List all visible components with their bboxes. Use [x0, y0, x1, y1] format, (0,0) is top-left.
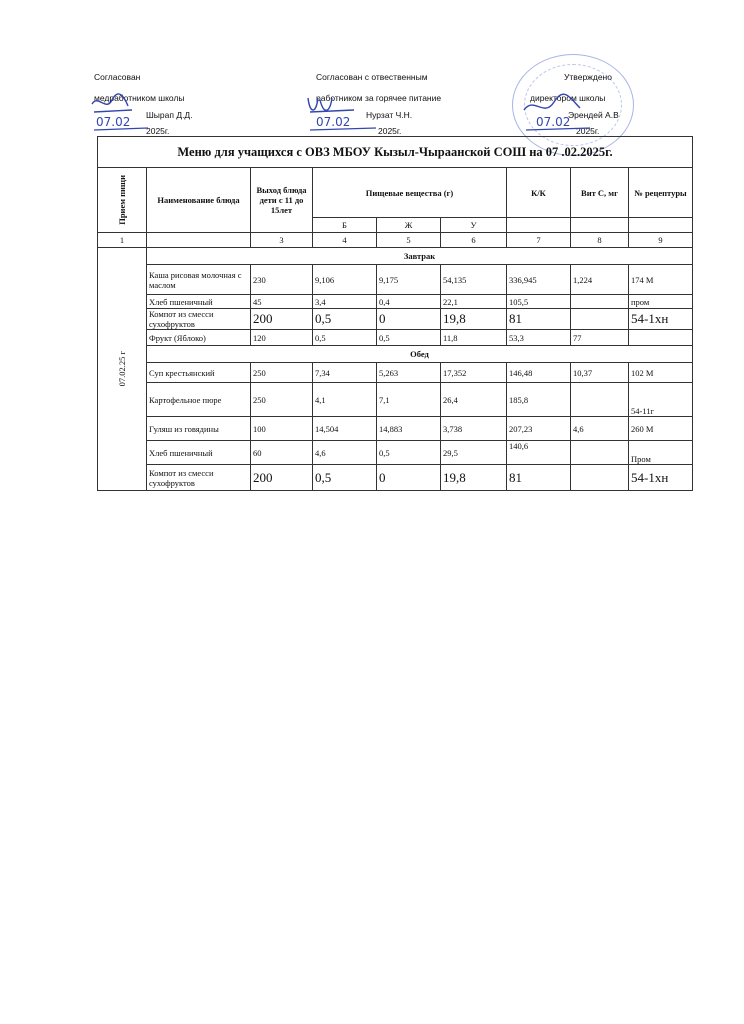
section-title: Завтрак	[147, 248, 693, 265]
table-row	[98, 441, 693, 465]
handwritten-date: 07.02	[96, 115, 131, 129]
header-meal: Прием пищи	[98, 168, 147, 233]
table-row	[98, 309, 693, 330]
header-dish: Наименование блюда	[147, 168, 251, 233]
signature-director	[520, 92, 600, 136]
cell-dish: Хлеб пшеничный	[147, 295, 251, 309]
cell-zh: 0,5	[377, 330, 441, 346]
approval-date: 2025г.	[378, 126, 402, 136]
cell-u: 19,8	[441, 309, 507, 330]
approval-name: Эрендей А.В	[568, 110, 619, 120]
col-num: 7	[507, 233, 571, 248]
cell-vitc: 4,6	[571, 417, 629, 441]
cell-zh: 5,263	[377, 363, 441, 383]
col-num: 1	[98, 233, 147, 248]
cell-b: 4,1	[313, 383, 377, 417]
cell-output: 60	[251, 441, 313, 465]
cell-b: 3,4	[313, 295, 377, 309]
cell-dish: Картофельное пюре	[147, 383, 251, 417]
cell-recipe: 260 М	[629, 417, 693, 441]
col-num: 6	[441, 233, 507, 248]
approval-date: 2025г.	[576, 126, 600, 136]
approval-line1: Утверждено	[564, 72, 612, 82]
cell-kcal: 336,945	[507, 265, 571, 295]
cell-zh: 0,4	[377, 295, 441, 309]
cell-output: 120	[251, 330, 313, 346]
col-num: 4	[313, 233, 377, 248]
cell-u: 54,135	[441, 265, 507, 295]
cell-dish: Гуляш из говядины	[147, 417, 251, 441]
header-b: Б	[313, 218, 377, 233]
cell-recipe: пром	[629, 295, 693, 309]
cell-recipe: Пром	[629, 441, 693, 465]
cell-kcal: 185,8	[507, 383, 571, 417]
cell-kcal: 105,5	[507, 295, 571, 309]
table-row	[98, 330, 693, 346]
cell-output: 250	[251, 383, 313, 417]
section-header-row	[98, 346, 693, 363]
cell-output: 230	[251, 265, 313, 295]
cell-zh: 0	[377, 309, 441, 330]
table-row	[98, 383, 693, 417]
cell-u: 29,5	[441, 441, 507, 465]
header-output: Выход блюда дети с 11 до 15лет	[251, 168, 313, 233]
table-row	[98, 265, 693, 295]
cell-vitc	[571, 383, 629, 417]
cell-output: 200	[251, 309, 313, 330]
approval-name: Нурзат Ч.Н.	[366, 110, 413, 120]
cell-kcal: 81	[507, 309, 571, 330]
cell-u: 17,352	[441, 363, 507, 383]
col-num: 3	[251, 233, 313, 248]
approval-line2: директором школы	[530, 93, 606, 103]
table-row	[98, 295, 693, 309]
cell-vitc: 1,224	[571, 265, 629, 295]
header-u: У	[441, 218, 507, 233]
cell-u: 11,8	[441, 330, 507, 346]
section-title: Обед	[147, 346, 693, 363]
handwritten-date: 07.02	[316, 115, 351, 129]
cell-vitc	[571, 465, 629, 491]
cell-zh: 0,5	[377, 441, 441, 465]
cell-recipe: 54-1хн	[629, 309, 693, 330]
cell-recipe: 102 М	[629, 363, 693, 383]
table-row	[98, 465, 693, 491]
cell-zh: 9,175	[377, 265, 441, 295]
cell-kcal: 53,3	[507, 330, 571, 346]
cell-recipe: 54-1хн	[629, 465, 693, 491]
cell-zh: 7,1	[377, 383, 441, 417]
header-kcal: К/К	[507, 168, 571, 218]
col-num: 5	[377, 233, 441, 248]
cell-recipe: 54-11г	[629, 383, 693, 417]
cell-dish: Компот из смесси сухофруктов	[147, 309, 251, 330]
cell-vitc: 10,37	[571, 363, 629, 383]
menu-table	[97, 136, 693, 491]
cell-zh: 0	[377, 465, 441, 491]
cell-recipe: 174 М	[629, 265, 693, 295]
header-nutrients: Пищевые вещества (г)	[313, 168, 507, 218]
header-zh: Ж	[377, 218, 441, 233]
signature-medic	[88, 92, 158, 136]
col-num	[147, 233, 251, 248]
cell-dish: Каша рисовая молочная с маслом	[147, 265, 251, 295]
cell-output: 250	[251, 363, 313, 383]
approval-date: 2025г.	[146, 126, 170, 136]
header-vitc: Вит С, мг	[571, 168, 629, 218]
cell-u: 22,1	[441, 295, 507, 309]
col-num: 9	[629, 233, 693, 248]
cell-zh: 14,883	[377, 417, 441, 441]
cell-b: 7,34	[313, 363, 377, 383]
table-row	[98, 417, 693, 441]
cell-kcal: 207,23	[507, 417, 571, 441]
signature-food	[302, 92, 382, 136]
cell-kcal: 146,48	[507, 363, 571, 383]
cell-vitc	[571, 441, 629, 465]
cell-u: 26,4	[441, 383, 507, 417]
handwritten-date: 07.02	[536, 115, 571, 129]
cell-output: 200	[251, 465, 313, 491]
cell-vitc	[571, 295, 629, 309]
approval-line1: Согласован	[94, 72, 141, 82]
approval-line2: медработником школы	[94, 93, 185, 103]
approval-line1: Согласован с отвественным	[316, 72, 428, 82]
cell-vitc	[571, 309, 629, 330]
cell-u: 19,8	[441, 465, 507, 491]
cell-dish: Суп крестьянский	[147, 363, 251, 383]
cell-u: 3,738	[441, 417, 507, 441]
page-title: Меню для учащихся с ОВЗ МБОУ Кызыл-Чыраанской СОШ на 07 .02.2025г.	[98, 137, 693, 168]
column-number-row	[98, 233, 693, 248]
cell-output: 45	[251, 295, 313, 309]
col-num: 8	[571, 233, 629, 248]
cell-b: 0,5	[313, 309, 377, 330]
cell-b: 0,5	[313, 330, 377, 346]
section-header-row	[98, 248, 693, 265]
cell-kcal: 81	[507, 465, 571, 491]
approval-name: Шырап Д.Д.	[146, 110, 193, 120]
cell-dish: Фрукт (Яблоко)	[147, 330, 251, 346]
cell-b: 0,5	[313, 465, 377, 491]
approval-line2: работником за горячее питание	[316, 93, 442, 103]
cell-dish: Хлеб пшеничный	[147, 441, 251, 465]
menu-date: 07.02.25 г	[98, 248, 147, 491]
cell-recipe	[629, 330, 693, 346]
cell-kcal: 140,6	[507, 441, 571, 465]
cell-output: 100	[251, 417, 313, 441]
cell-b: 14,504	[313, 417, 377, 441]
table-row	[98, 363, 693, 383]
cell-b: 4,6	[313, 441, 377, 465]
cell-vitc: 77	[571, 330, 629, 346]
cell-b: 9,106	[313, 265, 377, 295]
cell-dish: Компот из смесси сухофруктов	[147, 465, 251, 491]
header-recipe: № рецептуры	[629, 168, 693, 218]
